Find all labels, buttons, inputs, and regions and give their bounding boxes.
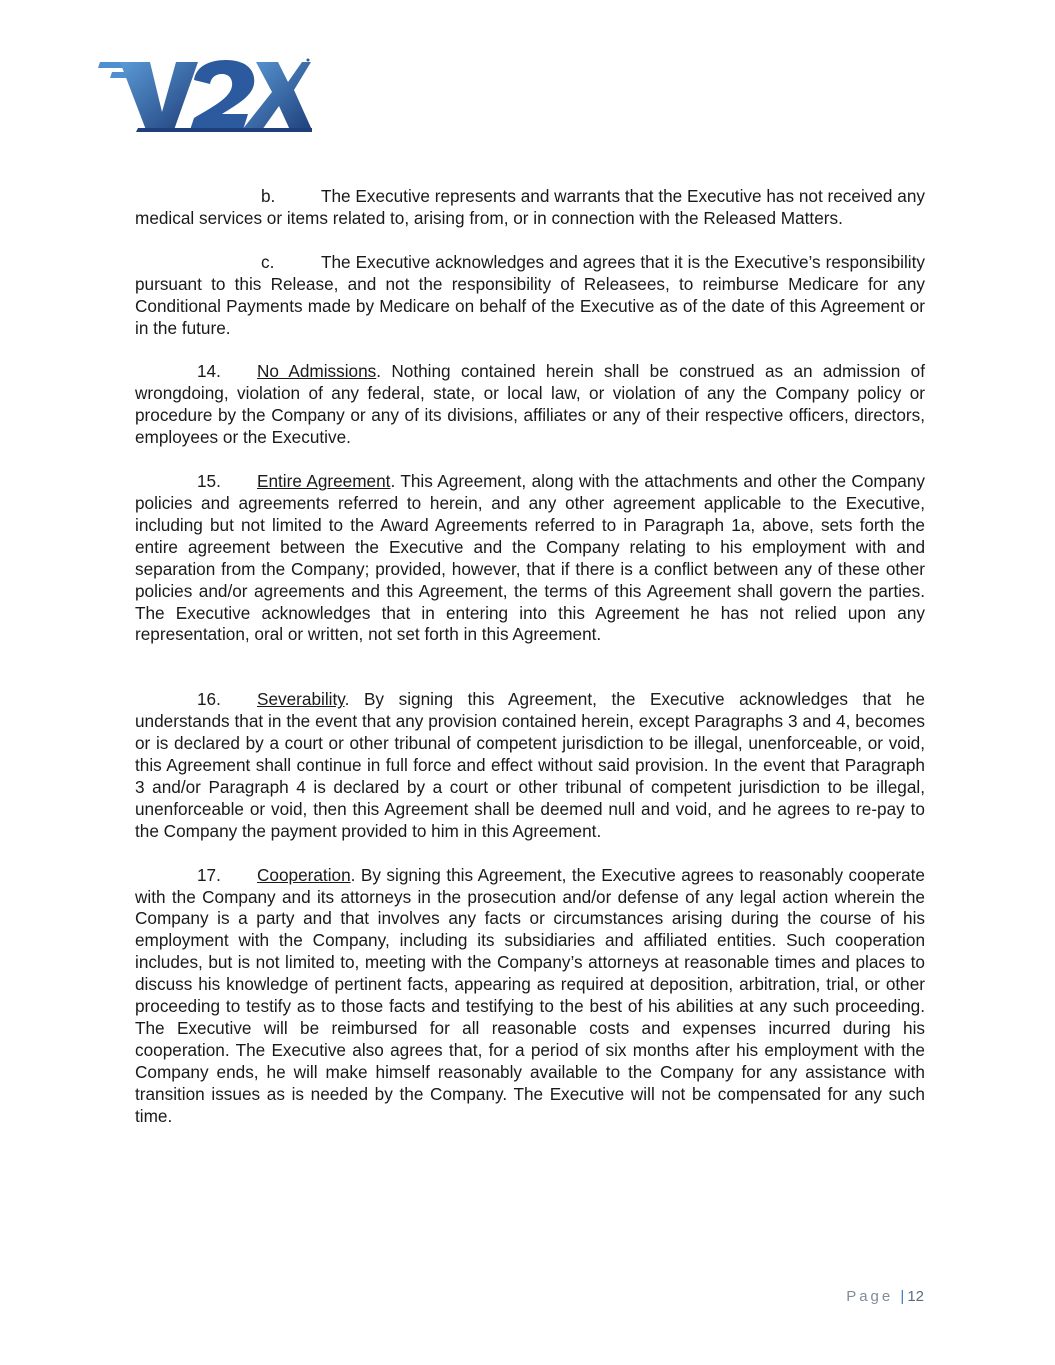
paragraph-heading: Severability <box>257 689 345 710</box>
paragraph-text: The Executive acknowledges and agrees that it is the Executive’s responsibility pursuant to this Release, and not the responsibility of Releasees, to reimburse Medicare for any Conditional Payments made by Medicare on behalf of the Executive as of the date of this Agreement or in the future. <box>135 251 925 338</box>
paragraph-number: 16. <box>197 689 221 710</box>
paragraph-15 <box>135 471 925 646</box>
logo-text: V2X <box>98 58 100 59</box>
paragraph-14 <box>135 361 925 449</box>
paragraph-text: . By signing this Agreement, the Executive acknowledges that he understands that in the event that any provision contained herein, except Paragraphs 3 and 4, becomes or is declared by a court or other tribunal of competent jurisdiction to be illegal, unenforceable, or void, this Agreement shall continue in full force and effect without said provision. In the event that Paragraph 3 and/or Paragraph 4 is declared by a court or other tribunal of competent jurisdiction to be illegal, unenforceable or void, then this Agreement shall be deemed null and void, and he agrees to re-pay to the Company the payment provided to him in this Agreement. <box>135 689 925 841</box>
paragraph-number: c. <box>261 251 275 272</box>
page-footer <box>846 1288 924 1305</box>
paragraph-heading: No Admissions <box>257 361 377 382</box>
paragraph-heading: Cooperation <box>257 864 351 885</box>
company-logo <box>98 58 313 134</box>
paragraph-c <box>135 252 925 340</box>
paragraph-17 <box>135 865 925 1128</box>
paragraph-number: 17. <box>197 864 221 885</box>
document-body <box>135 186 925 1128</box>
paragraph-number: 14. <box>197 361 221 382</box>
paragraph-text: . This Agreement, along with the attachments and other the Company policies and agreements referred to herein, and any other agreement applicable to the Executive, including but not limited to the Award Agreements referred to in Paragraph 1a, above, sets forth the entire agreement between the Executive and the Company relating to his employment with and separation from the Company; provided, however, that if there is a conflict between any of these other policies and/or agreements and this Agreement, the terms of this Agreement shall govern the parties. The Executive acknowledges that in entering into this Agreement he has not relied upon any representation, oral or written, not set forth in this Agreement. <box>135 471 925 645</box>
page-separator: | <box>900 1288 905 1305</box>
paragraph-heading: Entire Agreement <box>257 471 391 492</box>
paragraph-text: . Nothing contained herein shall be construed as an admission of wrongdoing, violation of any federal, state, or local law, or violation of any the Company policy or procedure by the Company or any of its divisions, affiliates or any of their respective officers, directors, employees or the Executive. <box>135 361 925 448</box>
paragraph-number: b. <box>261 186 276 206</box>
paragraph-text: . By signing this Agreement, the Executive agrees to reasonably cooperate with the Company and its attorneys in the prosecution and/or defense of any legal action wherein the Company is a party and that involves any facts or circumstances arising during the course of his employment with the Company, including its subsidiaries and affiliated entities. Such cooperation includes, but is not limited to, meeting with the Company’s attorneys at reasonable times and places to discuss his knowledge of pertinent facts, appearing as required at deposition, arbitration, trial, or other proceeding to testify as to those facts and testifying to the best of his abilities at any such proceeding. The Executive will be reimbursed for all reasonable costs and expenses incurred during his cooperation. The Executive also agrees that, for a period of six months after his employment with the Company ends, he will make himself reasonably available to the Company for any assistance with transition issues as is needed by the Company. The Executive will not be compensated for any such time. <box>135 864 925 1126</box>
paragraph-b <box>135 186 925 230</box>
paragraph-number: 15. <box>197 471 221 492</box>
paragraph-text: The Executive represents and warrants that the Executive has not received any medical services or items related to, arising from, or in connection with the Released Matters. <box>135 186 925 228</box>
paragraph-16 <box>135 689 925 842</box>
page-label: Page <box>846 1288 894 1305</box>
page-number: 12 <box>907 1288 924 1305</box>
